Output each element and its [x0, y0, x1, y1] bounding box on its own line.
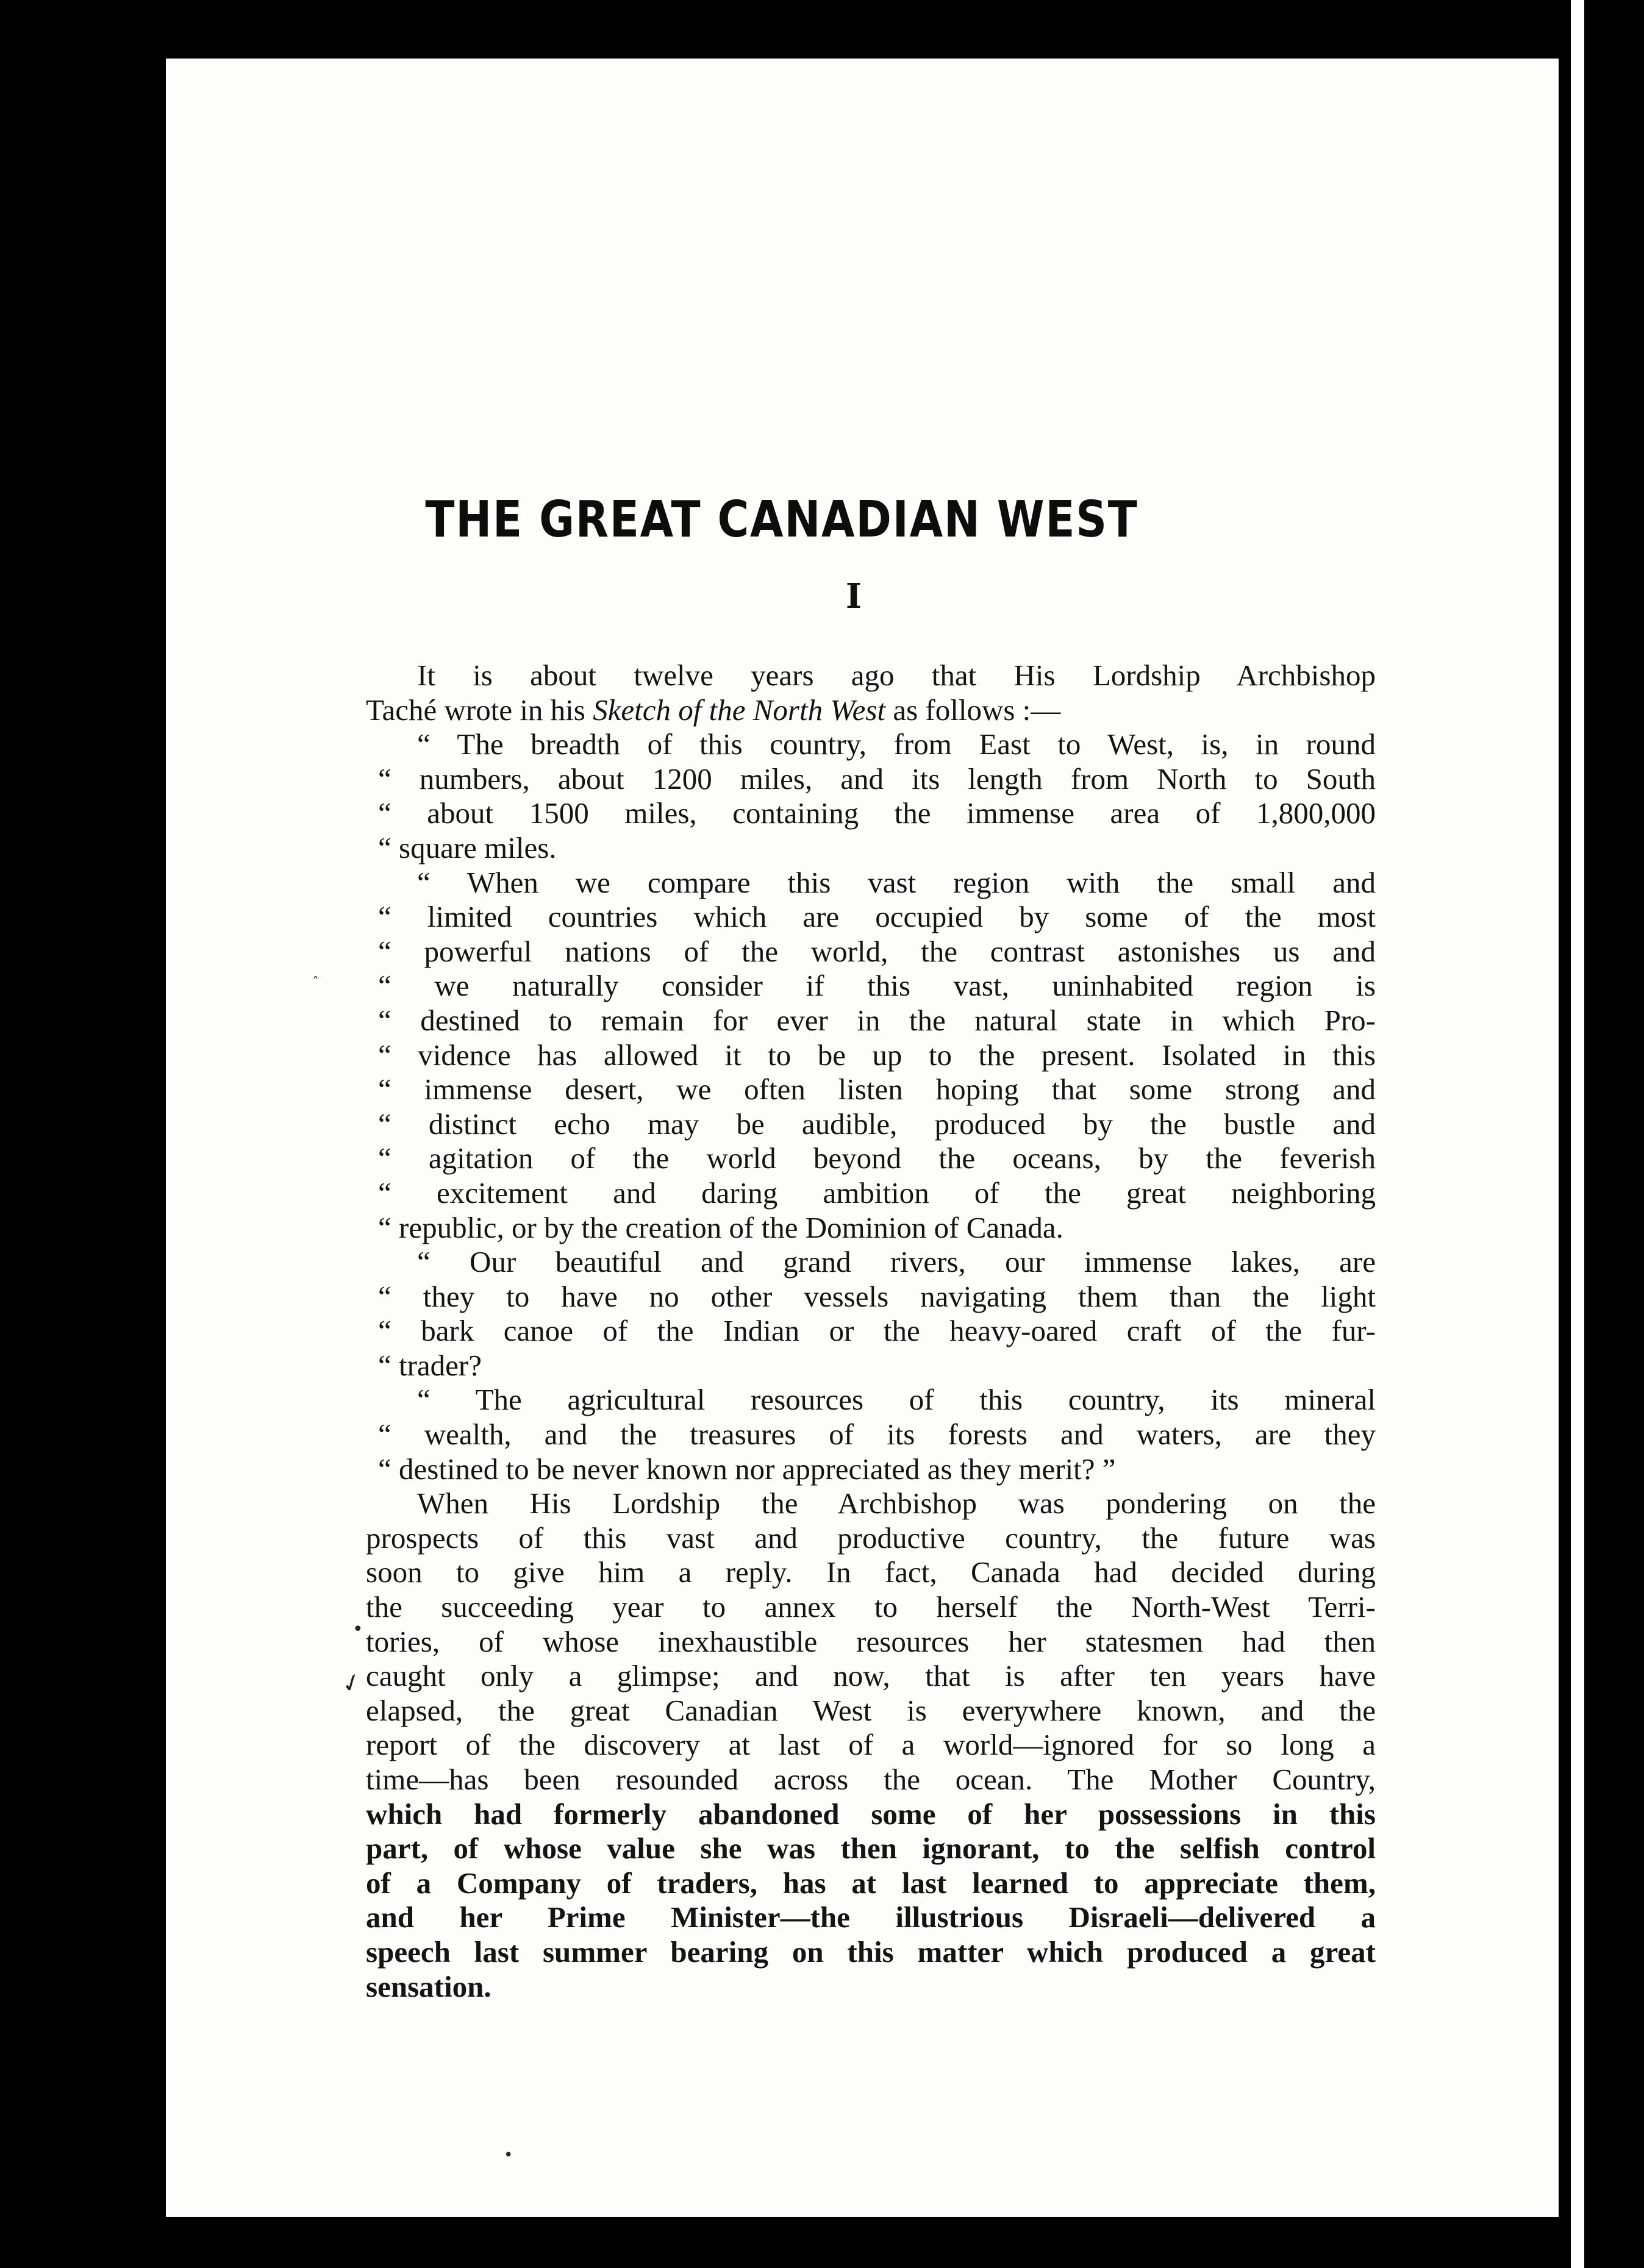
text-line: “ The breadth of this country, from East to West, is, in round	[417, 727, 1376, 761]
text-line: “ Our beautiful and grand rivers, our immense lakes, are	[417, 1245, 1376, 1279]
text-line: “ bark canoe of the Indian or the heavy-oared craft of the fur-	[378, 1314, 1376, 1348]
text-line: prospects of this vast and productive country, the future was	[366, 1521, 1376, 1555]
text-line: “ destined to be never known nor appreciated as they merit? ”	[378, 1452, 1116, 1486]
text-line: “ about 1500 miles, containing the immense area of 1,800,000	[378, 796, 1376, 830]
text-line: “ they to have no other vessels navigating them than the light	[378, 1279, 1376, 1313]
text-line: “ square miles.	[378, 830, 557, 865]
page-edge	[1571, 0, 1584, 2268]
section-numeral: I	[845, 576, 862, 616]
text-line: soon to give him a reply. In fact, Canada had decided during	[366, 1555, 1376, 1589]
scan-speck: •	[352, 1619, 363, 1640]
book-title-italic: Sketch of the North West	[593, 693, 886, 727]
text-line: “ destined to remain for ever in the natural state in which Pro-	[378, 1003, 1376, 1037]
text-line: “ agitation of the world beyond the oceans, by the feverish	[378, 1141, 1376, 1175]
text-line: It is about twelve years ago that His Lordship Archbishop	[417, 658, 1376, 692]
text-line: “ distinct echo may be audible, produced by the bustle and	[378, 1107, 1376, 1141]
text-line: time—has been resounded across the ocean. The Mother Country,	[366, 1763, 1376, 1796]
text-line	[366, 693, 1376, 728]
text-line: speech last summer bearing on this matter which produced a great	[366, 1935, 1376, 1969]
text-line: When His Lordship the Archbishop was pondering on the	[417, 1486, 1376, 1521]
text-line: “ wealth, and the treasures of its forests and waters, are they	[378, 1417, 1376, 1452]
text-line: “ When we compare this vast region with the small and	[417, 865, 1376, 899]
text-line: report of the discovery at last of a world—ignored for so long a	[366, 1728, 1376, 1762]
text-line: and her Prime Minister—the illustrious Disraeli—delivered a	[366, 1900, 1376, 1935]
scan-speck: ✓	[337, 1666, 366, 1700]
page-title: THE GREAT CANADIAN WEST	[425, 491, 1138, 549]
text-fragment: as follows :—	[885, 693, 1061, 727]
text-line: the succeeding year to annex to herself the North-West Terri-	[366, 1590, 1376, 1624]
text-line: “ The agricultural resources of this country, its mineral	[417, 1383, 1376, 1417]
text-line: “ limited countries which are occupied by some of the most	[378, 900, 1376, 934]
text-line: “ excitement and daring ambition of the great neighboring	[378, 1175, 1376, 1210]
scan-speck: •	[504, 2146, 513, 2164]
text-line: “ numbers, about 1200 miles, and its length from North to South	[378, 761, 1376, 796]
scan-speck: ˆ	[312, 975, 319, 991]
text-line: “ we naturally consider if this vast, uninhabited region is	[378, 969, 1376, 1003]
text-line: “ republic, or by the creation of the Dominion of Canada.	[378, 1210, 1063, 1244]
text-line: part, of whose value she was then ignorant, to the selfish control	[366, 1831, 1376, 1866]
text-line: of a Company of traders, has at last learned to appreciate them,	[366, 1866, 1376, 1900]
text-line: which had formerly abandoned some of her possessions in this	[366, 1797, 1376, 1831]
text-line: caught only a glimpse; and now, that is after ten years have	[366, 1659, 1376, 1693]
text-line: sensation.	[366, 1969, 491, 2003]
text-line: tories, of whose inexhaustible resources her statesmen had then	[366, 1624, 1376, 1658]
text-line: “ trader?	[378, 1348, 482, 1382]
body-text	[366, 658, 1376, 2004]
text-line: “ immense desert, we often listen hoping that some strong and	[378, 1072, 1376, 1107]
text-line: “ vidence has allowed it to be up to the present. Isolated in this	[378, 1038, 1376, 1072]
text-fragment: Taché wrote in his	[366, 693, 593, 727]
text-line: “ powerful nations of the world, the contrast astonishes us and	[378, 934, 1376, 968]
text-line: elapsed, the great Canadian West is everywhere known, and the	[366, 1693, 1376, 1727]
